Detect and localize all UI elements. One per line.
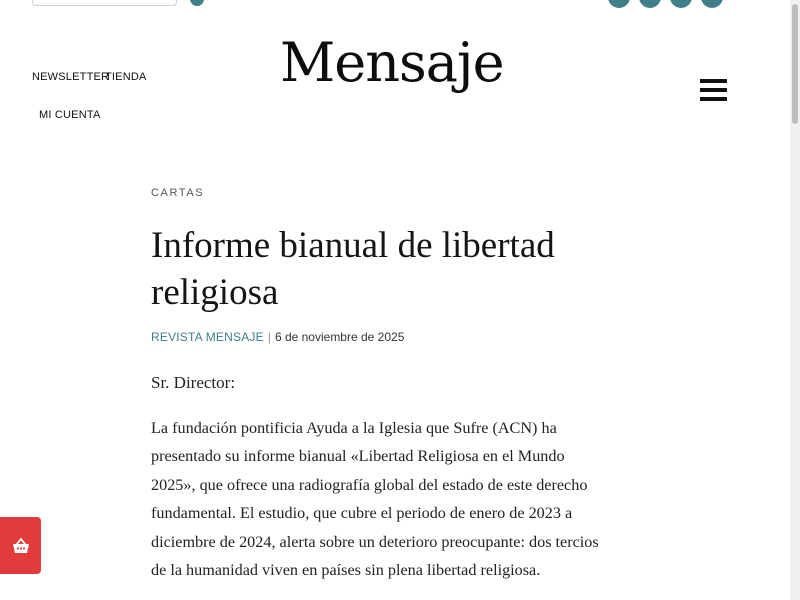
search-icon[interactable] bbox=[190, 0, 204, 6]
article-title: Informe bianual de libertad religiosa bbox=[151, 225, 555, 313]
article-meta bbox=[151, 330, 404, 344]
twitter-icon[interactable] bbox=[639, 0, 661, 8]
meta-separator: | bbox=[267, 330, 271, 344]
hamburger-bar bbox=[700, 79, 727, 83]
article-salutation: Sr. Director: bbox=[151, 373, 236, 392]
article-category[interactable]: CARTAS bbox=[151, 187, 205, 199]
shopping-basket-icon bbox=[12, 538, 30, 554]
article-date: 6 de noviembre de 2025 bbox=[274, 330, 405, 344]
nav-newsletter-link[interactable]: NEWSLETTER bbox=[32, 71, 110, 83]
instagram-icon[interactable] bbox=[701, 0, 723, 8]
facebook-icon[interactable] bbox=[608, 0, 630, 8]
hamburger-menu-icon[interactable] bbox=[700, 79, 727, 103]
hamburger-bar bbox=[700, 97, 727, 101]
nav-tienda-link[interactable]: TIENDA bbox=[105, 71, 147, 83]
nav-mi-cuenta-link[interactable]: MI CUENTA bbox=[39, 109, 101, 121]
page-scrollbar[interactable] bbox=[790, 0, 800, 600]
hamburger-bar bbox=[700, 88, 727, 92]
cart-button[interactable] bbox=[0, 517, 41, 574]
article-author-link[interactable]: REVISTA MENSAJE bbox=[151, 330, 264, 344]
scrollbar-thumb[interactable] bbox=[792, 4, 798, 124]
youtube-icon[interactable] bbox=[670, 0, 692, 8]
article-paragraph: La fundación pontificia Ayuda a la Iglesia que Sufre (ACN) ha presentado su informe bianual «Libertad Religiosa en el Mundo 2025», que ofrece una radiografía global del estado de este derecho fundamental. El estudio, que cubre el periodo de enero de 2023 a diciembre de 2024, alerta sobre un deterioro preocupante: dos tercios de la humanidad viven en países sin plena libertad religiosa. bbox=[151, 419, 599, 580]
site-logo[interactable]: Mensaje bbox=[280, 31, 504, 94]
search-input[interactable] bbox=[32, 0, 177, 6]
